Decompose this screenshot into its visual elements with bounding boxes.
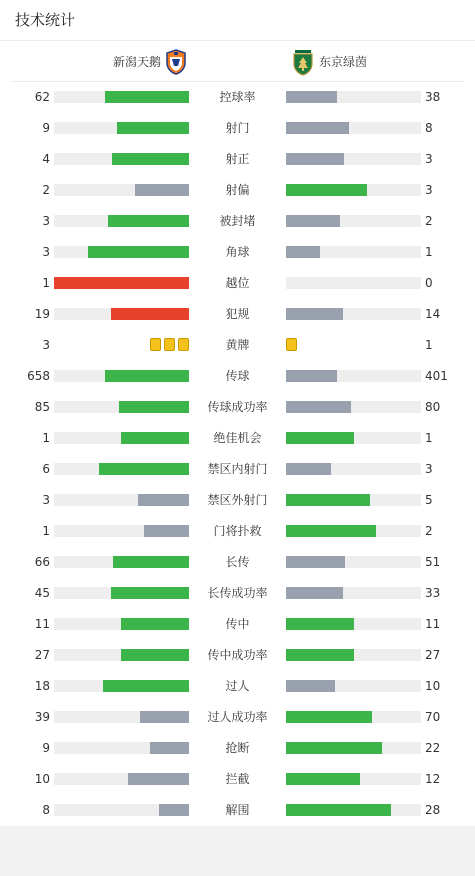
home-stat-bar [54, 680, 189, 692]
stat-label: 黄牌 [225, 338, 250, 352]
home-stat-value: 3 [42, 338, 50, 352]
away-stat-bar [286, 401, 421, 413]
home-stat-bar-fill [121, 618, 189, 630]
home-stat-bar [54, 618, 189, 630]
home-stat-bar [54, 308, 189, 320]
away-stat-value: 51 [425, 555, 441, 569]
stat-label: 传中成功率 [207, 648, 268, 662]
away-team-crest-icon [292, 49, 314, 76]
away-stat-bar-fill [286, 742, 382, 754]
yellow-card-icon [178, 338, 189, 351]
stat-row [0, 671, 475, 702]
away-stat-bar-fill [286, 401, 351, 413]
home-stat-bar-fill [105, 91, 189, 103]
home-stat-value: 9 [42, 121, 50, 135]
home-stat-bar [54, 494, 189, 506]
home-team-crest-icon [166, 49, 186, 75]
home-stat-bar [54, 215, 189, 227]
away-stat-bar [286, 215, 421, 227]
away-team-name: 东京绿茵 [319, 55, 368, 69]
home-stat-value: 2 [42, 183, 50, 197]
home-stat-bar-fill [111, 308, 189, 320]
stat-label: 传球 [225, 369, 250, 383]
away-stat-bar [286, 494, 421, 506]
away-stat-bar [286, 153, 421, 165]
away-team[interactable] [292, 48, 367, 76]
home-stat-bar-fill [88, 246, 189, 258]
home-stat-bar-fill [121, 649, 189, 661]
stat-label: 长传 [225, 555, 250, 569]
home-stat-value: 8 [42, 803, 50, 817]
away-stat-bar-fill [286, 463, 331, 475]
home-stat-bar [54, 277, 189, 289]
away-stat-bar-fill [286, 308, 343, 320]
yellow-card-icon [164, 338, 175, 351]
stat-label: 禁区内射门 [207, 462, 268, 476]
home-stat-value: 10 [34, 772, 50, 786]
home-stat-bar [54, 370, 189, 382]
home-stat-bar-fill [144, 525, 189, 537]
stat-label: 传球成功率 [207, 400, 268, 414]
home-stat-bar [54, 463, 189, 475]
home-stat-value: 39 [34, 710, 50, 724]
home-stat-bar [54, 804, 189, 816]
stat-label: 犯规 [225, 307, 250, 321]
stat-row [0, 237, 475, 268]
away-stat-bar-fill [286, 494, 370, 506]
home-stat-bar [54, 184, 189, 196]
home-stat-bar [54, 587, 189, 599]
stat-label: 射门 [225, 121, 250, 135]
stat-row [0, 392, 475, 423]
away-stat-bar-fill [286, 804, 391, 816]
stat-label: 门将扑救 [213, 524, 262, 538]
away-stat-value: 1 [425, 338, 433, 352]
stat-label: 控球率 [219, 90, 256, 104]
yellow-card-icon [286, 338, 297, 351]
stat-row [0, 609, 475, 640]
home-stat-bar [54, 556, 189, 568]
stat-row [0, 175, 475, 206]
stat-row [0, 454, 475, 485]
stat-label: 拦截 [225, 772, 250, 786]
away-stat-bar-fill [286, 711, 372, 723]
home-stat-bar-fill [103, 680, 189, 692]
stat-label: 射正 [225, 152, 250, 166]
away-stat-bar [286, 91, 421, 103]
home-stat-value: 3 [42, 493, 50, 507]
stat-row [0, 113, 475, 144]
away-stat-value: 1 [425, 245, 433, 259]
away-stat-bar [286, 742, 421, 754]
stat-label: 传中 [225, 617, 250, 631]
away-stat-bar [286, 463, 421, 475]
stat-label: 过人 [225, 679, 250, 693]
home-stat-bar-fill [128, 773, 189, 785]
home-stat-bar-fill [140, 711, 189, 723]
home-team[interactable] [113, 48, 186, 76]
stat-row [0, 516, 475, 547]
home-stat-bar-fill [112, 153, 189, 165]
home-stat-bar-fill [117, 122, 189, 134]
stat-label: 角球 [225, 245, 250, 259]
home-stat-value: 18 [34, 679, 50, 693]
away-stat-bar [286, 308, 421, 320]
home-stat-bar [54, 649, 189, 661]
away-stat-value: 28 [425, 803, 441, 817]
home-stat-bar-fill [121, 432, 189, 444]
away-yellow-cards [286, 338, 297, 352]
stat-row [0, 578, 475, 609]
away-stat-value: 80 [425, 400, 441, 414]
home-stat-bar [54, 246, 189, 258]
home-stat-bar [54, 153, 189, 165]
away-stat-bar [286, 773, 421, 785]
stat-row [0, 330, 475, 361]
away-stat-value: 10 [425, 679, 441, 693]
away-stat-value: 8 [425, 121, 433, 135]
away-stat-bar [286, 525, 421, 537]
away-stat-bar-fill [286, 370, 337, 382]
stat-row [0, 485, 475, 516]
away-stat-bar [286, 277, 421, 289]
stats-list [0, 82, 475, 826]
away-stat-bar-fill [286, 587, 343, 599]
away-stat-value: 3 [425, 183, 433, 197]
away-stat-bar [286, 184, 421, 196]
away-stat-bar-fill [286, 525, 376, 537]
away-stat-bar [286, 370, 421, 382]
home-stat-value: 9 [42, 741, 50, 755]
away-stat-value: 1 [425, 431, 433, 445]
home-stat-bar-fill [150, 742, 189, 754]
away-stat-bar [286, 649, 421, 661]
away-stat-bar-fill [286, 91, 337, 103]
home-stat-bar [54, 122, 189, 134]
away-stat-bar-fill [286, 556, 345, 568]
home-stat-value: 658 [27, 369, 50, 383]
away-stat-bar [286, 804, 421, 816]
away-stat-bar-fill [286, 432, 354, 444]
stat-label: 禁区外射门 [207, 493, 268, 507]
home-stat-value: 11 [34, 617, 50, 631]
stat-row [0, 268, 475, 299]
away-stat-bar [286, 711, 421, 723]
stat-label: 射偏 [225, 183, 250, 197]
home-stat-bar [54, 773, 189, 785]
stat-row [0, 795, 475, 826]
away-stat-value: 11 [425, 617, 441, 631]
home-stat-bar-fill [105, 370, 189, 382]
home-stat-value: 19 [34, 307, 50, 321]
stat-row [0, 764, 475, 795]
away-stat-value: 3 [425, 462, 433, 476]
away-stat-value: 33 [425, 586, 441, 600]
home-stat-bar-fill [119, 401, 189, 413]
home-stat-bar-fill [108, 215, 189, 227]
home-stat-bar [54, 742, 189, 754]
away-stat-value: 5 [425, 493, 433, 507]
away-stat-bar [286, 680, 421, 692]
divider [0, 40, 475, 41]
away-stat-value: 12 [425, 772, 441, 786]
away-stat-bar [286, 432, 421, 444]
home-stat-value: 1 [42, 431, 50, 445]
home-stat-value: 6 [42, 462, 50, 476]
home-stat-value: 4 [42, 152, 50, 166]
home-stat-value: 62 [34, 90, 50, 104]
home-stat-bar-fill [159, 804, 189, 816]
away-stat-bar [286, 246, 421, 258]
away-stat-bar-fill [286, 153, 344, 165]
away-stat-bar-fill [286, 246, 320, 258]
stat-row [0, 547, 475, 578]
away-stat-value: 70 [425, 710, 441, 724]
home-stat-value: 45 [34, 586, 50, 600]
home-stat-value: 3 [42, 245, 50, 259]
home-yellow-cards [150, 338, 189, 352]
stat-row [0, 144, 475, 175]
home-stat-bar [54, 525, 189, 537]
away-stat-bar-fill [286, 618, 354, 630]
home-stat-bar-fill [138, 494, 189, 506]
stat-label: 绝佳机会 [213, 431, 262, 445]
home-stat-bar [54, 432, 189, 444]
home-stat-bar-fill [99, 463, 189, 475]
stat-row [0, 82, 475, 113]
stat-row [0, 299, 475, 330]
stat-row [0, 733, 475, 764]
stat-label: 被封堵 [219, 214, 256, 228]
away-stat-bar-fill [286, 122, 349, 134]
away-stat-value: 401 [425, 369, 448, 383]
home-stat-bar [54, 711, 189, 723]
stat-row [0, 206, 475, 237]
home-team-name: 新潟天鹅 [113, 55, 162, 69]
away-stat-bar [286, 587, 421, 599]
away-stat-value: 3 [425, 152, 433, 166]
away-stat-value: 38 [425, 90, 441, 104]
stat-label: 解围 [225, 803, 250, 817]
away-stat-bar-fill [286, 184, 367, 196]
page-title: 技术统计 [15, 11, 76, 29]
away-stat-value: 2 [425, 524, 433, 538]
away-stat-bar-fill [286, 215, 340, 227]
stat-label: 越位 [225, 276, 250, 290]
away-stat-bar [286, 556, 421, 568]
away-stat-value: 0 [425, 276, 433, 290]
stat-row [0, 640, 475, 671]
home-stat-value: 1 [42, 524, 50, 538]
stat-label: 长传成功率 [207, 586, 268, 600]
home-stat-bar-fill [111, 587, 189, 599]
home-stat-value: 66 [34, 555, 50, 569]
home-stat-value: 1 [42, 276, 50, 290]
away-stat-value: 27 [425, 648, 441, 662]
home-stat-value: 27 [34, 648, 50, 662]
away-stat-bar [286, 122, 421, 134]
home-stat-bar [54, 401, 189, 413]
away-stat-value: 2 [425, 214, 433, 228]
home-stat-value: 3 [42, 214, 50, 228]
home-stat-value: 85 [34, 400, 50, 414]
yellow-card-icon [150, 338, 161, 351]
away-stat-bar-fill [286, 649, 354, 661]
stat-row [0, 702, 475, 733]
home-stat-bar-fill [113, 556, 189, 568]
away-stat-bar-fill [286, 680, 335, 692]
stat-label: 抢断 [225, 741, 250, 755]
home-stat-bar-fill [135, 184, 189, 196]
away-stat-value: 14 [425, 307, 441, 321]
away-stat-value: 22 [425, 741, 441, 755]
home-stat-bar [54, 91, 189, 103]
away-stat-bar [286, 618, 421, 630]
stat-row [0, 423, 475, 454]
stat-row [0, 361, 475, 392]
stat-label: 过人成功率 [207, 710, 268, 724]
away-stat-bar-fill [286, 773, 360, 785]
home-stat-bar-fill [54, 277, 189, 289]
